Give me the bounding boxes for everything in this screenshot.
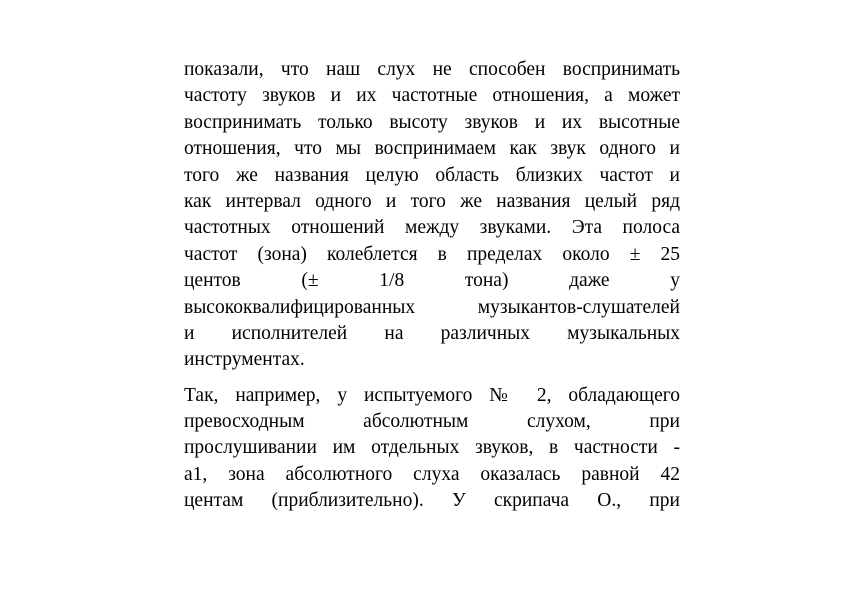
- text-line: и исполнителей на различных музыкальных: [184, 322, 680, 344]
- text-line: высококвалифицированных музыкантов-слушателей: [184, 296, 680, 318]
- body-text: [184, 57, 680, 515]
- text-line: частот (зона) колеблется в пределах около ± 25: [184, 243, 680, 265]
- text-line: превосходным абсолютным слухом, при: [184, 411, 680, 433]
- text-line: центов (± 1/8 тона) даже у: [184, 270, 680, 292]
- text-line: частотных отношений между звуками. Эта полоса: [184, 217, 680, 239]
- paragraph-2: [184, 383, 680, 515]
- text-line: как интервал одного и того же названия целый ряд: [184, 190, 680, 212]
- paragraph-1: [184, 57, 680, 374]
- text-line: воспринимать только высоту звуков и их высотные: [184, 111, 680, 133]
- text-line: Так, например, у испытуемого № 2, обладающего: [184, 384, 680, 406]
- text-line: центам (приблизительно). У скрипача О., при: [184, 490, 680, 512]
- paragraph-gap: [184, 374, 680, 383]
- text-line: прослушивании им отдельных звуков, в частности -: [184, 437, 680, 459]
- text-line: а1, зона абсолютного слуха оказалась равной 42: [184, 463, 680, 485]
- text-line: показали, что наш слух не способен воспринимать: [184, 59, 680, 80]
- text-line: инструментах.: [184, 349, 305, 371]
- text-line: того же названия целую область близких частот и: [184, 164, 680, 186]
- text-line: отношения, что мы воспринимаем как звук одного и: [184, 138, 680, 160]
- text-line: частоту звуков и их частотные отношения, а может: [184, 85, 680, 107]
